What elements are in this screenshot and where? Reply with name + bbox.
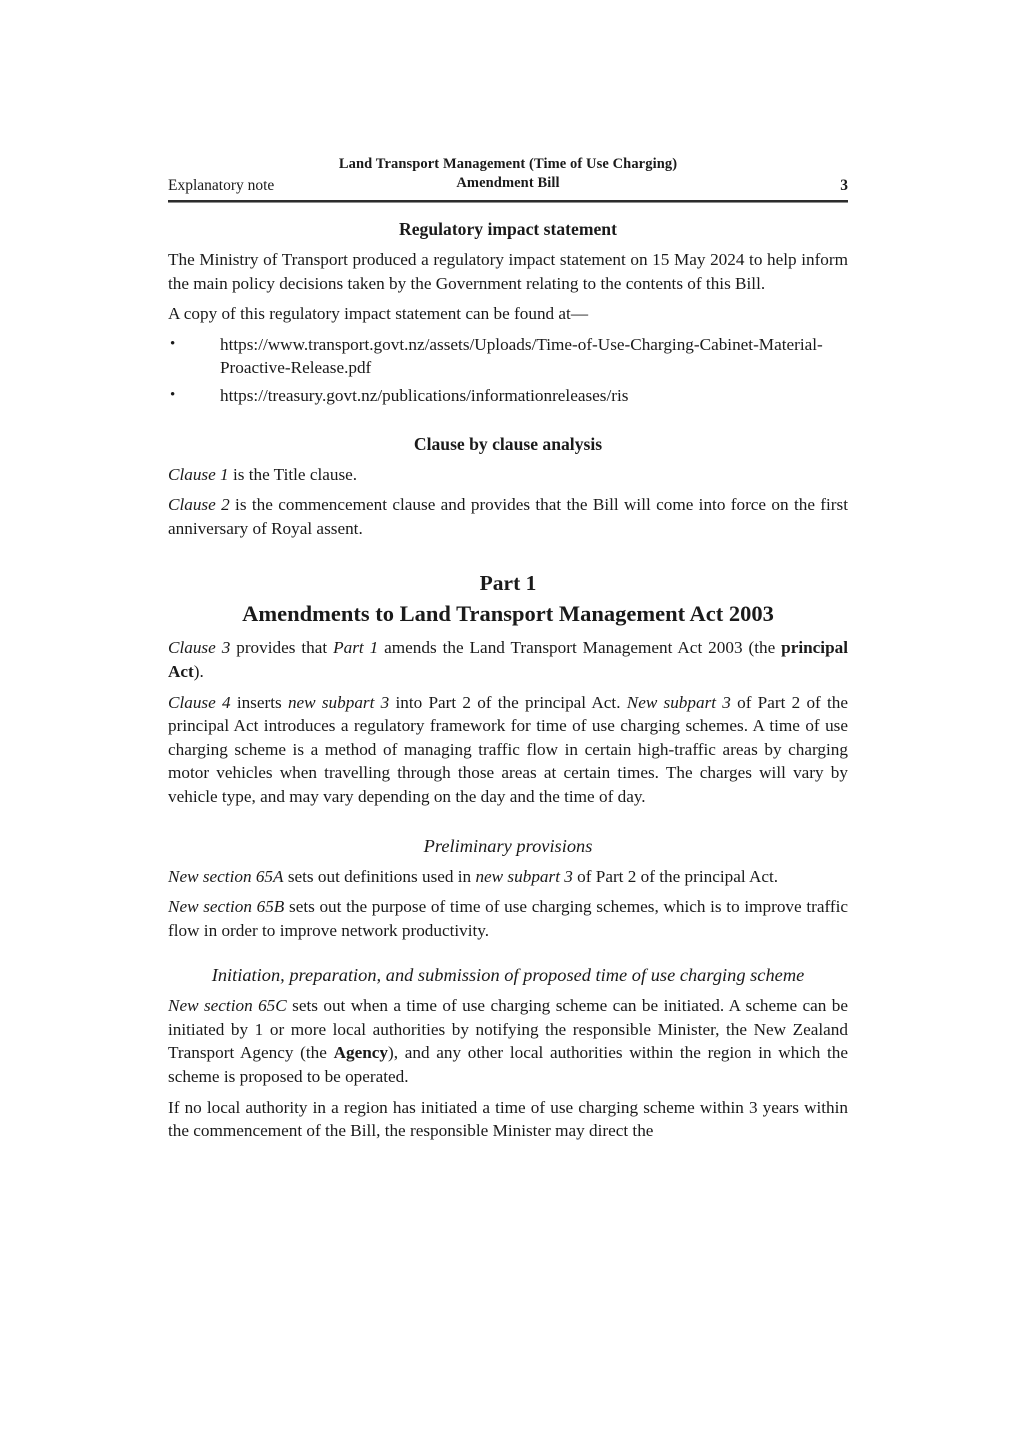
link-transport-govt-nz[interactable]: https://www.transport.govt.nz/assets/Uploads/Time-of-Use-Charging-Cabinet-Material-Proactive-Release.pdf (220, 334, 823, 378)
paragraph-section-65c (168, 994, 848, 1088)
paragraph-regulatory-impact-intro: The Ministry of Transport produced a regulatory impact statement on 15 May 2024 to help inform the main policy decisions taken by the Government relating to the contents of this Bill. (168, 250, 848, 293)
section-65a-text-a: sets out definitions used in (283, 866, 476, 886)
list-item (168, 333, 848, 380)
document-body (168, 201, 848, 1143)
link-bullet-list (168, 333, 848, 408)
clause-2-reference: Clause 2 (168, 495, 230, 515)
list-item (168, 384, 848, 408)
paragraph-section-65a (168, 865, 848, 889)
paragraph-final-continuation: If no local authority in a region has initiated a time of use charging scheme within 3 years within the commencement of the Bill, the responsible Minister may direct the (168, 1097, 848, 1141)
running-head-title-line1: Land Transport Management (Time of Use Charging) (338, 156, 678, 172)
defined-term-agency: Agency (333, 1043, 389, 1063)
clause-3-text-b: amends the Land Transport Management Act 2003 (the (378, 638, 782, 658)
defined-term-principal-act: principal Act (168, 638, 849, 681)
clause-3-text-a: provides that (230, 638, 334, 658)
section-spacer (168, 415, 848, 432)
clause-4-subpart-reference-b: New subpart 3 (626, 692, 731, 712)
clause-4-text-b: into Part 2 of the principal Act. (389, 692, 627, 712)
clause-2-text: is the commencement clause and provides that the Bill will come into force on the first anniversary of Royal assent. (168, 495, 848, 538)
clause-1-reference: Clause 1 (168, 464, 229, 484)
section-spacer (168, 816, 848, 833)
page-number: 3 (840, 177, 848, 194)
clause-4-reference: Clause 4 (168, 692, 231, 712)
paragraph-clause-4 (168, 691, 848, 809)
section-65c-text-a: sets out when a time of use charging scheme can be initiated. A scheme can be initiated by 1 or more local authorities by notifying the responsible Minister, the New Zealand Transport Agency (the (168, 996, 848, 1063)
clause-4-subpart-reference-a: new subpart 3 (287, 692, 390, 712)
paragraph-clause-2 (168, 493, 848, 540)
clause-1-text: is the Title clause. (228, 464, 358, 484)
section-65a-reference: New section 65A (168, 866, 284, 886)
clause-3-reference: Clause 3 (168, 638, 231, 658)
paragraph-clause-1 (168, 463, 848, 487)
section-spacer (168, 547, 848, 568)
running-head-label: Explanatory note (168, 177, 275, 194)
section-65a-subpart-reference: new subpart 3 (475, 866, 573, 886)
heading-clause-by-clause-analysis: Clause by clause analysis (413, 433, 603, 454)
running-head (168, 155, 848, 201)
heading-regulatory-impact-statement: Regulatory impact statement (399, 219, 617, 239)
section-65c-reference: New section 65C (168, 996, 287, 1016)
clause-3-part-reference: Part 1 (333, 638, 379, 658)
heading-preliminary-provisions: Preliminary provisions (423, 835, 593, 856)
paragraph-section-65b (168, 895, 848, 942)
section-65b-text: sets out the purpose of time of use charging schemes, which is to improve traffic flow in order to improve network productivity. (168, 897, 848, 940)
section-65a-text-b: of Part 2 of the principal Act. (572, 866, 779, 886)
heading-part-1: Part 1 (479, 571, 537, 596)
running-head-title-line2: Amendment Bill (456, 175, 560, 191)
link-treasury-govt-nz[interactable]: https://treasury.govt.nz/publications/informationreleases/ris (220, 385, 629, 405)
bullet-icon: • (170, 386, 176, 403)
document-page (168, 155, 848, 1143)
heading-part-1-subtitle: Amendments to Land Transport Management Act 2003 (242, 601, 774, 627)
paragraph-copy-found-at: A copy of this regulatory impact statement can be found at— (168, 304, 589, 324)
clause-4-text-a: inserts (230, 692, 288, 712)
paragraph-clause-3 (168, 636, 848, 683)
heading-initiation-preparation-submission: Initiation, preparation, and submission of proposed time of use charging scheme (211, 965, 805, 986)
section-spacer (168, 949, 848, 962)
bullet-icon: • (170, 335, 176, 352)
clause-3-text-c: ). (193, 661, 204, 681)
section-65b-reference: New section 65B (168, 897, 285, 917)
header-rule (168, 200, 848, 203)
clause-4-text-c: of Part 2 of the principal Act introduces a regulatory framework for time of use charging schemes. A time of use charging scheme is a method of managing traffic flow in certain high-traffic areas by charging motor vehicles when travelling through those areas at certain times. The charges will vary by vehicle type, and may vary depending on the day and the time of day. (168, 692, 848, 806)
section-65c-text-b: ), and any other local authorities within the region in which the scheme is proposed to be operated. (168, 1043, 848, 1087)
